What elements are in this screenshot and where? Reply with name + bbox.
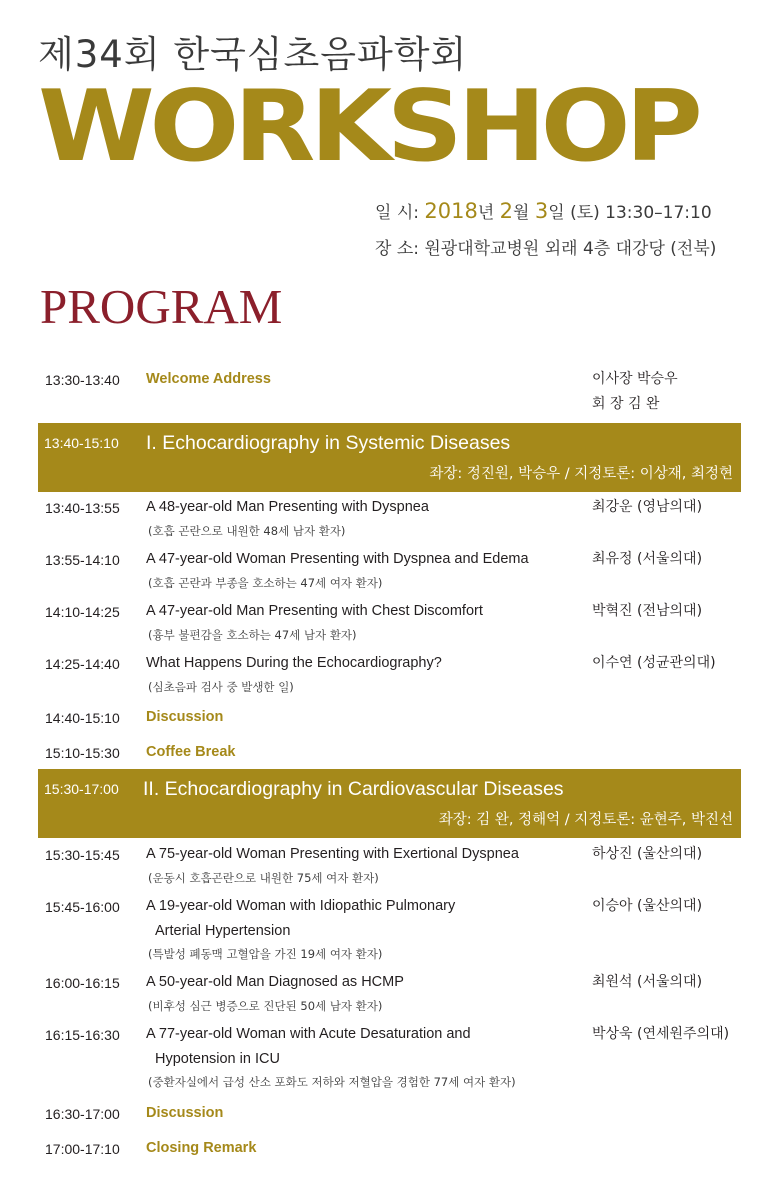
section-time: 13:40-15:10	[44, 435, 119, 451]
row-time: 13:40-13:55	[45, 500, 120, 516]
row-title: Welcome Address	[146, 371, 271, 387]
section-header-1	[38, 423, 741, 492]
section-time: 15:30-17:00	[44, 781, 119, 797]
row-speaker: 최원석 (서울의대)	[592, 974, 703, 990]
row-title	[146, 1022, 471, 1072]
row-title: Coffee Break	[146, 744, 236, 760]
date-prefix: 일 시:	[375, 203, 425, 223]
date-year: 2018	[424, 199, 478, 223]
section-title: II. Echocardiography in Cardiovascular Diseases	[143, 778, 564, 800]
row-title-korean: (비후성 심근 병증으로 진단된 50세 남자 환자)	[148, 999, 383, 1013]
row-title-korean: (운동시 호흡곤란으로 내원한 75세 여자 환자)	[148, 871, 379, 885]
row-title: Discussion	[146, 1105, 224, 1121]
row-title-line2: Arterial Hypertension	[155, 923, 291, 939]
row-title-line1: A 77-year-old Woman with Acute Desaturation and	[146, 1026, 471, 1042]
row-title: A 47-year-old Man Presenting with Chest Discomfort	[146, 603, 483, 619]
row-title-korean: (호흡 곤란으로 내원한 48세 남자 환자)	[148, 524, 346, 538]
section-title: I. Echocardiography in Systemic Diseases	[146, 432, 511, 454]
row-time: 17:00-17:10	[45, 1141, 120, 1157]
row-speaker: 박혁진 (전남의대)	[592, 603, 703, 619]
date-day: 3	[534, 199, 549, 223]
row-time: 13:30-13:40	[45, 372, 120, 388]
date-rest: (토) 13:30–17:10	[570, 203, 712, 223]
row-title-line2: Hypotension in ICU	[155, 1051, 280, 1067]
row-speaker: 이수연 (성균관의대)	[592, 655, 716, 671]
row-title-korean: (중환자실에서 급성 산소 포화도 저하와 저혈압을 경험한 77세 여자 환자)	[148, 1075, 516, 1089]
row-title: A 47-year-old Woman Presenting with Dyspnea and Edema	[146, 551, 529, 567]
speaker-president: 회 장 김 완	[592, 396, 660, 412]
row-title: What Happens During the Echocardiography?	[146, 655, 442, 671]
row-title: Discussion	[146, 709, 224, 725]
row-speaker: 박상욱 (연세원주의대)	[592, 1026, 730, 1042]
row-time: 15:30-15:45	[45, 847, 120, 863]
row-title: A 48-year-old Man Presenting with Dyspnea	[146, 499, 429, 515]
row-time: 15:10-15:30	[45, 745, 120, 761]
date-month: 2	[499, 199, 514, 223]
row-title-korean: (심초음파 검사 중 발생한 일)	[148, 680, 294, 694]
row-time: 16:30-17:00	[45, 1106, 120, 1122]
date-day-unit: 일	[548, 203, 571, 223]
row-title	[146, 894, 455, 944]
row-title: A 50-year-old Man Diagnosed as HCMP	[146, 974, 404, 990]
program-heading: PROGRAM	[40, 279, 283, 334]
row-title-korean: (특발성 폐동맥 고혈압을 가진 19세 여자 환자)	[148, 947, 383, 961]
row-time: 14:10-14:25	[45, 604, 120, 620]
section-chairs: 좌장: 정진원, 박승우 / 지정토론: 이상재, 최정현	[429, 466, 733, 482]
row-time: 16:15-16:30	[45, 1027, 120, 1043]
event-date	[375, 198, 712, 223]
row-title-korean: (호흡 곤란과 부종을 호소하는 47세 여자 환자)	[148, 576, 383, 590]
row-title-line1: A 19-year-old Woman with Idiopathic Pulmonary	[146, 898, 456, 914]
section-chairs: 좌장: 김 완, 정해억 / 지정토론: 윤현주, 박진선	[438, 812, 733, 828]
row-speaker: 최강운 (영남의대)	[592, 499, 703, 515]
row-speaker: 이승아 (울산의대)	[592, 898, 703, 914]
row-time: 14:25-14:40	[45, 656, 120, 672]
row-speaker: 최유정 (서울의대)	[592, 551, 703, 567]
workshop-title: WORKSHOP	[38, 70, 698, 184]
row-time: 15:45-16:00	[45, 899, 120, 915]
row-speaker: 하상진 (울산의대)	[592, 846, 703, 862]
date-month-unit: 월	[513, 203, 535, 223]
section-header-2	[38, 769, 741, 838]
row-time: 14:40-15:10	[45, 710, 120, 726]
event-place: 장 소: 원광대학교병원 외래 4층 대강당 (전북)	[375, 239, 717, 259]
row-title: A 75-year-old Woman Presenting with Exertional Dyspnea	[146, 846, 519, 862]
speaker-chair: 이사장 박승우	[592, 371, 678, 387]
row-title: Closing Remark	[146, 1140, 257, 1156]
event-subtitle: 제34회 한국심초음파학회	[38, 33, 468, 76]
row-time: 13:55-14:10	[45, 552, 120, 568]
date-year-unit: 년	[477, 203, 500, 223]
row-title-korean: (흉부 불편감을 호소하는 47세 남자 환자)	[148, 628, 357, 642]
row-time: 16:00-16:15	[45, 975, 120, 991]
